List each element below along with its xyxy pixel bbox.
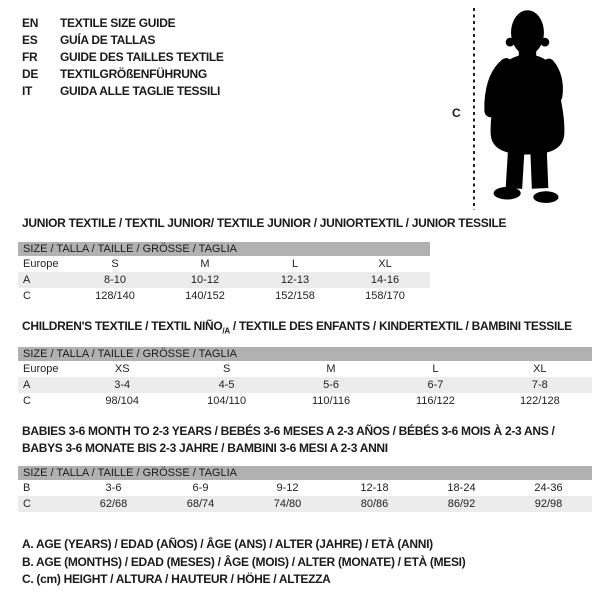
row-label: C	[23, 498, 31, 510]
table-row	[18, 496, 592, 512]
table-cell: 62/68	[99, 498, 128, 510]
table-cell: 12-13	[280, 274, 310, 286]
title-text: CHILDREN'S TEXTILE / TEXTIL NIÑO	[22, 319, 223, 333]
note-height: C. (cm) HEIGHT / ALTURA / HAUTEUR / HÖHE / ALTEZZA	[22, 572, 331, 586]
table-cell: 3-6	[105, 482, 122, 494]
language-title: GUIDE DES TAILLES TEXTILE	[60, 49, 224, 64]
table-row	[18, 288, 430, 304]
legend-notes	[22, 536, 465, 589]
size-header-bar: SIZE / TALLA / TAILLE / GRÖSSE / TAGLIA	[18, 242, 430, 256]
table-cell: 80/86	[360, 498, 389, 510]
row-label: Europe	[23, 363, 59, 375]
table-cell: 24-36	[534, 482, 563, 494]
table-cell: 6-7	[427, 379, 444, 391]
table-row	[18, 256, 430, 272]
row-label: Europe	[23, 258, 59, 270]
junior-table	[18, 242, 430, 304]
table-cell: 158/170	[365, 290, 405, 302]
table-cell: 116/122	[415, 395, 455, 407]
size-header-bar: SIZE / TALLA / TAILLE / GRÖSSE / TAGLIA	[18, 347, 592, 361]
row-label: B	[23, 482, 31, 494]
note-age-years: A. AGE (YEARS) / EDAD (AÑOS) / ÂGE (ANS) / ALTER (JAHRE) / ETÀ (ANNI)	[22, 537, 433, 551]
table-cell: M	[326, 363, 336, 375]
table-cell: 9-12	[276, 482, 299, 494]
language-row-fr	[22, 48, 224, 65]
table-cell: 152/158	[275, 290, 315, 302]
babies-title-line1: BABIES 3-6 MONTH TO 2-3 YEARS / BEBÉS 3-6 MESES A 2-3 AÑOS / BÉBÉS 3-6 MOIS À 2-3 ANS /	[22, 424, 555, 438]
table-row	[18, 377, 592, 393]
language-row-en	[22, 14, 224, 31]
table-cell: 110/116	[311, 395, 351, 407]
table-cell: 6-9	[192, 482, 209, 494]
title-subscript: /A	[222, 326, 230, 336]
row-label: A	[23, 379, 31, 391]
note-age-months: B. AGE (MONTHS) / EDAD (MESES) / ÂGE (MOIS) / ALTER (MONATE) / ETÀ (MESI)	[22, 554, 466, 569]
babies-table-title	[22, 423, 554, 457]
language-row-es	[22, 31, 224, 48]
table-cell: S	[111, 258, 119, 270]
table-cell: 122/128	[519, 395, 560, 407]
table-cell: 74/80	[273, 498, 302, 510]
table-cell: S	[222, 363, 231, 375]
language-code: ES	[22, 32, 38, 47]
table-cell: 18-24	[447, 482, 476, 494]
language-title: TEXTILE SIZE GUIDE	[60, 15, 176, 30]
table-cell: L	[432, 363, 439, 375]
table-cell: 140/152	[185, 290, 225, 302]
babies-table	[18, 466, 592, 512]
table-cell: 14-16	[370, 274, 400, 286]
table-cell: L	[291, 258, 299, 270]
language-row-de	[22, 65, 224, 82]
table-cell: 86/92	[447, 498, 476, 510]
table-cell: 98/104	[105, 395, 140, 407]
table-cell: XL	[378, 258, 392, 270]
babies-title-line2: BABYS 3-6 MONATE BIS 2-3 JAHRE / BAMBINI 3-6 MESI A 2-3 ANNI	[22, 441, 388, 455]
table-cell: M	[200, 258, 210, 270]
table-cell: 3-4	[114, 379, 131, 391]
table-cell: 4-5	[218, 379, 235, 391]
row-label: A	[23, 274, 31, 286]
table-cell: 68/74	[186, 498, 215, 510]
language-code: IT	[22, 83, 33, 98]
table-cell: 8-10	[103, 274, 127, 286]
junior-table-title: JUNIOR TEXTILE / TEXTIL JUNIOR/ TEXTILE JUNIOR / JUNIORTEXTIL / JUNIOR TESSILE	[22, 216, 507, 230]
children-table-title	[22, 318, 572, 339]
title-text: / TEXTILE DES ENFANTS / KINDERTEXTIL / BAMBINI TESSILE	[229, 319, 572, 333]
language-row-it	[22, 82, 224, 99]
row-label: C	[23, 290, 31, 302]
language-code: DE	[22, 66, 39, 81]
table-row	[18, 272, 430, 288]
table-cell: 10-12	[190, 274, 220, 286]
table-row	[18, 480, 592, 496]
table-cell: 128/140	[95, 290, 135, 302]
table-row	[18, 361, 592, 377]
table-cell: XL	[533, 363, 547, 375]
table-cell: 92/98	[534, 498, 563, 510]
table-cell: XS	[114, 363, 130, 375]
table-cell: 104/110	[207, 395, 247, 407]
language-code: FR	[22, 49, 38, 64]
table-cell: 7-8	[531, 379, 548, 391]
height-measure-dotted-line	[473, 8, 475, 210]
height-measure-label: C	[452, 106, 461, 120]
size-header-bar: SIZE / TALLA / TAILLE / GRÖSSE / TAGLIA	[18, 466, 592, 480]
baby-silhouette-image	[481, 4, 573, 212]
table-cell: 12-18	[360, 482, 389, 494]
language-title: TEXTILGRÖßENFÜHRUNG	[60, 66, 207, 81]
row-label: C	[23, 395, 31, 407]
language-title: GUÍA DE TALLAS	[60, 32, 156, 47]
language-title: GUIDA ALLE TAGLIE TESSILI	[60, 83, 221, 98]
language-header	[22, 14, 224, 99]
children-table	[18, 347, 592, 409]
table-cell: 5-6	[323, 379, 339, 391]
table-row	[18, 393, 592, 409]
language-code: EN	[22, 15, 39, 30]
